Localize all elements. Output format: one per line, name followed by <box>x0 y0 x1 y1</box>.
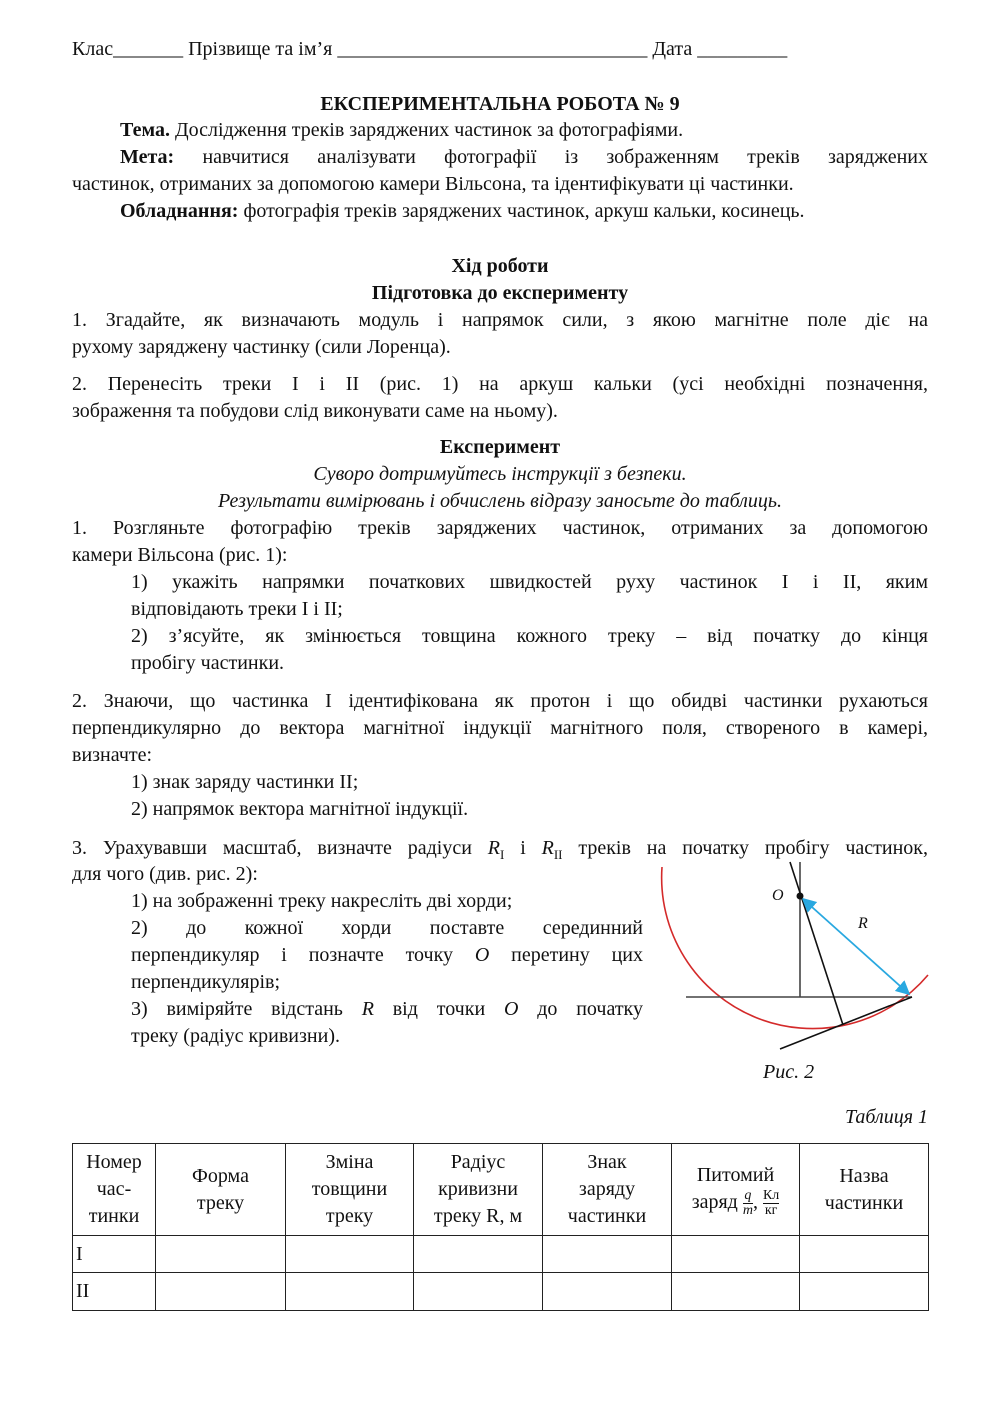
point-symbol: O <box>503 998 519 1020</box>
step-2-cont: перпендикулярно до вектора магнітної індукції магнітного поля, створеного в камері, <box>72 717 928 739</box>
point-symbol: O <box>474 944 490 966</box>
unit-fraction: $\frac{Кл}{кг}$ <box>762 1187 780 1218</box>
step-3-text: і <box>504 837 542 859</box>
step-3-text: 3) виміряйте відстань <box>131 998 362 1020</box>
radius-subscript: II <box>553 847 563 862</box>
goal-label: Мета: <box>120 146 175 168</box>
step-3-cont: для чого (див. рис. 2): <box>72 863 258 885</box>
table-cell[interactable] <box>800 1273 929 1311</box>
step-3-sub-2: 2) до кожної хорди поставте серединний <box>131 917 643 939</box>
step-2-sub-2: 2) напрямок вектора магнітної індукції. <box>131 798 469 820</box>
table-header-row <box>73 1144 929 1236</box>
table-cell[interactable] <box>672 1273 800 1311</box>
topic-text: Дослідження треків заряджених частинок за фотографіями. <box>169 119 684 141</box>
results-table <box>72 1143 929 1311</box>
radius-symbol: R <box>541 837 554 859</box>
step-2-cont2: визначте: <box>72 744 153 766</box>
table-cell[interactable] <box>156 1273 286 1311</box>
topic-label: Тема. <box>120 119 170 141</box>
step-3-sub-2-cont2: перпендикулярів; <box>131 971 281 993</box>
center-label: O <box>772 887 784 904</box>
table-cell[interactable] <box>286 1236 414 1273</box>
table-cell[interactable] <box>414 1273 543 1311</box>
step-1: 1. Розгляньте фотографію треків заряджених частинок, отриманих за допомогою <box>72 517 928 539</box>
figure-caption: Рис. 2 <box>763 1061 815 1083</box>
goal-line2: частинок, отриманих за допомогою камери Вільсона, та ідентифікувати ці частинки. <box>72 173 794 195</box>
prep-item-1: 1. Згадайте, як визначають модуль і напрямок сили, з якою магнітне поле діє на <box>72 309 928 331</box>
step-1-sub-2-cont: пробігу частинки. <box>131 652 285 674</box>
table-cell[interactable] <box>156 1236 286 1273</box>
header-number: Номер час- тинки <box>73 1144 156 1236</box>
header-name: Назва частинки <box>800 1144 929 1236</box>
step-2: 2. Знаючи, що частинка I ідентифікована як протон і що обидві частинки рухаються <box>72 690 928 712</box>
table-caption: Таблиця 1 <box>845 1106 928 1128</box>
step-3-text: перетину цих <box>489 944 643 966</box>
chord-slanted <box>780 997 912 1049</box>
track-arc <box>662 867 928 1029</box>
radius-subscript: I <box>500 847 505 862</box>
header-radius: Радіус кривизни треку R, м <box>414 1144 543 1236</box>
header-shape: Форма треку <box>156 1144 286 1236</box>
row-label: I <box>73 1236 156 1273</box>
experiment-heading: Експеримент <box>439 436 561 458</box>
radius-symbol: R <box>487 837 500 859</box>
step-3-text: до початку <box>518 998 643 1020</box>
table-row <box>73 1236 929 1273</box>
name-field[interactable]: Прізвище та ім’я _______________________________ <box>188 38 648 60</box>
step-3-text: треків на початку пробігу частинок, <box>562 837 929 859</box>
table-cell[interactable] <box>672 1236 800 1273</box>
header-specific-charge: Питомий заряд $\frac{q}{m}$ , $\frac{Кл}{кг}$ <box>672 1144 800 1236</box>
center-point <box>797 893 804 900</box>
step-3-text: 3. Урахувавши масштаб, визначте радіуси <box>72 837 488 859</box>
class-field[interactable]: Клас_______ <box>72 38 184 60</box>
results-note: Результати вимірювань і обчислень відразу заносьте до таблиць. <box>218 490 782 512</box>
step-3-sub-3-cont: треку (радіус кривизни). <box>131 1025 340 1047</box>
step-1-sub-1-cont: відповідають треки I і II; <box>131 598 343 620</box>
table-cell[interactable] <box>414 1236 543 1273</box>
header-sign: Знак заряду частинки <box>543 1144 672 1236</box>
step-1-sub-1: 1) укажіть напрямки початкових швидкостей руху частинок I і II, яким <box>131 571 928 593</box>
table-cell[interactable] <box>543 1273 672 1311</box>
step-1-cont: камери Вільсона (рис. 1): <box>72 544 288 566</box>
table-cell[interactable] <box>800 1236 929 1273</box>
equipment-label: Обладнання: <box>120 200 239 222</box>
table-row <box>73 1273 929 1311</box>
q-over-m: $\frac{q}{m}$ <box>742 1187 753 1218</box>
radius-label: R <box>858 915 868 932</box>
radius-symbol: R <box>361 998 374 1020</box>
prep-item-1-cont: рухому заряджену частинку (сили Лоренца). <box>72 336 451 358</box>
radius-arrow <box>803 899 909 994</box>
step-2-sub-1: 1) знак заряду частинки II; <box>131 771 359 793</box>
row-label: II <box>73 1273 156 1311</box>
goal-text: навчитися аналізувати фотографії із зображенням треків заряджених <box>174 146 928 168</box>
prep-item-2-cont: зображення та побудови слід виконувати саме на ньому). <box>72 400 558 422</box>
table-cell[interactable] <box>543 1236 672 1273</box>
safety-note: Суворо дотримуйтесь інструкції з безпеки. <box>313 463 687 485</box>
table-cell[interactable] <box>286 1273 414 1311</box>
equipment-text: фотографія треків заряджених частинок, аркуш кальки, косинець. <box>238 200 805 222</box>
step-3-sub-1: 1) на зображенні треку накресліть дві хорди; <box>131 890 513 912</box>
preparation-heading: Підготовка до експерименту <box>371 282 629 304</box>
step-3-text: від точки <box>373 998 504 1020</box>
procedure-heading: Хід роботи <box>451 255 549 277</box>
header-thickness: Зміна товщини треку <box>286 1144 414 1236</box>
prep-item-2: 2. Перенесіть треки I і II (рис. 1) на аркуш кальки (усі необхідні позначення, <box>72 373 928 395</box>
perpendicular-slanted <box>790 862 843 1025</box>
step-3-text: перпендикуляр і позначте точку <box>131 944 475 966</box>
page-title: ЕКСПЕРИМЕНТАЛЬНА РОБОТА № 9 <box>320 93 680 115</box>
date-field[interactable]: Дата _________ <box>652 38 788 60</box>
step-1-sub-2: 2) з’ясуйте, як змінюється товщина кожного треку – від початку до кінця <box>131 625 928 647</box>
